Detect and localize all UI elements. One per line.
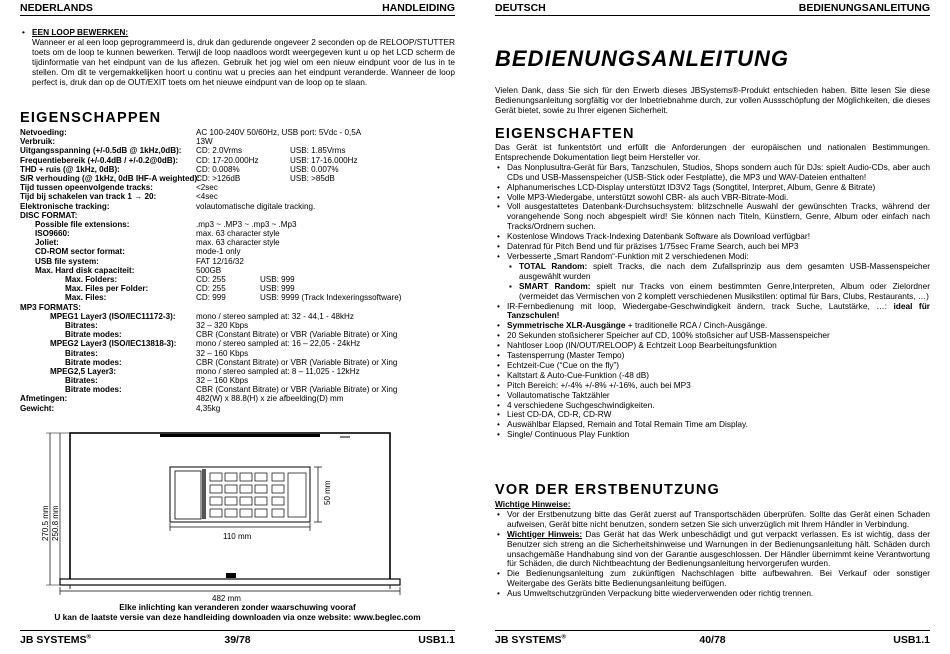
spec-value: <2sec <box>196 183 218 193</box>
spec-value: CBR (Constant Bitrate) or VBR (Variable Bitrate) or Xing <box>196 357 398 367</box>
features-heading: EIGENSCHAFTEN <box>495 126 635 142</box>
spec-value: volautomatische digitale tracking. <box>196 201 316 211</box>
list-item: • Nahtloser Loop (IN/OUT/RELOOP) & Echtzeit Loop Bearbeitungsfunktion <box>495 341 930 351</box>
header-title: HANDLEIDING <box>382 2 455 14</box>
spec-value: mono / stereo sampled at: 32 - 44,1 - 48kHz <box>196 311 354 321</box>
spec-row <box>20 339 455 348</box>
spec-row <box>20 321 455 330</box>
dim-110: 110 mm <box>223 532 252 541</box>
bullet: • <box>22 27 25 37</box>
spec-row <box>20 394 455 403</box>
dim-270: 270.5 mm <box>41 505 50 541</box>
spec-label: Elektronische tracking: <box>20 201 110 211</box>
spec-label: USB file system: <box>35 256 99 266</box>
spec-value-usb: USB: 0.007% <box>290 164 339 174</box>
spec-value: CD: 2.0Vrms <box>196 146 243 156</box>
list-item: • Wichtiger Hinweis: Das Gerät hat das Werk unbeschädigt und gut verpackt verlassen. Es ist wichtig, dass der Benutzer sich streng an die Sicherheitshinweise und Warnungen in der Bedienungsanleitung hält. Schäden durch unsachgemäße Handhabung sind von der Garantie ausgeschlossen. Der Händler übernimmt keine Verantwortung für Schäden, die durch Nichtbeachtung der Bedienungsanleitung hervorgerufen wurden. <box>495 530 930 570</box>
footer-brand: JB SYSTEMS® <box>20 634 91 646</box>
list-item: • Aus Umweltschutzgründen Verpackung bitte wiederverwenden oder richtig trennen. <box>495 589 930 599</box>
spec-value: max. 63 character style <box>196 238 280 248</box>
list-item: • Die Bedienungsanleitung zum zukünftigen Nachschlagen bitte aufbewahren. Bei Verkauf oder sonstiger Weitergabe des Geräts bitte Bedienungsanleitung beifügen. <box>495 569 930 589</box>
dim-250: 250.8 mm <box>51 505 60 541</box>
spec-value: max. 63 character style <box>196 229 280 239</box>
spec-value-usb: USB: 1.85Vrms <box>290 146 346 156</box>
spec-label: Possible file extensions: <box>35 219 130 229</box>
list-item: • Verbesserte „Smart Random“-Funktion mit 2 verschiedenen Modi: <box>495 252 930 262</box>
list-item: • Alphanumerisches LCD-Display unterstützt ID3V2 Tags (Songtitel, Interpret, Album, Genre & Bitrate) <box>495 183 930 193</box>
features-section <box>495 143 930 440</box>
spec-row <box>20 128 455 137</box>
spec-label: Tijd bij schakelen van track 1 → 20: <box>20 192 157 202</box>
spec-row <box>20 358 455 367</box>
spec-row <box>20 404 455 413</box>
spec-value: CD: 999 <box>196 293 226 303</box>
features-list <box>495 163 930 262</box>
spec-row <box>20 165 455 174</box>
spec-value: CD: 255 <box>196 275 226 284</box>
document-title: BEDIENUNGSANLEITUNG <box>495 46 790 71</box>
spec-row <box>20 330 455 339</box>
first-use-section <box>495 500 930 599</box>
spec-row <box>20 266 455 275</box>
dimension-drawing <box>40 429 440 604</box>
spec-row <box>20 247 455 256</box>
spec-value: CBR (Constant Bitrate) or VBR (Variable Bitrate) or Xing <box>196 385 398 395</box>
list-item: • Vollautomatische Taktzähler <box>495 391 930 401</box>
features-list-3 <box>495 331 930 440</box>
spec-value: 482(W) x 88.8(H) x zie afbeelding(D) mm <box>196 394 344 404</box>
page-footer <box>495 630 930 646</box>
page-footer <box>20 630 455 646</box>
first-use-list-2 <box>495 569 930 599</box>
spec-label: Max. Hard disk capaciteit: <box>35 265 135 275</box>
list-item: • 20 Sekunden stoßsicherer Speicher auf CD, 100% stoßsicher auf USB-Massenspeicher <box>495 331 930 341</box>
list-item: • Volle MP3-Wiedergabe, unterstützt sowohl CBR- als auch VBR-Bitrate-Modi. <box>495 193 930 203</box>
list-item: • Kostenlose Windows Track-Indexing Datenbank Software als Download verfügbar! <box>495 232 930 242</box>
header-language: DEUTSCH <box>495 2 546 14</box>
spec-value: AC 100-240V 50/60Hz, USB port: 5Vdc - 0,5A <box>196 128 362 137</box>
spec-row <box>20 146 455 155</box>
list-item: • Single/ Continuous Play Funktion <box>495 430 930 440</box>
spec-label: Bitrates: <box>65 320 98 330</box>
notice-line-2: U kan de laatste versie van deze handleiding downloaden via onze website: www.beglec.com <box>54 611 421 622</box>
spec-value: mode-1 only <box>196 247 241 257</box>
random-modes-list <box>507 262 930 302</box>
spec-label: Uitgangsspanning (+/-0.5dB @ 1kHz,0dB): <box>20 146 182 156</box>
spec-row <box>20 349 455 358</box>
spec-label: MP3 FORMATS: <box>20 302 81 312</box>
random-mode-item: ▪ SMART Random: spielt nur Tracks von einem bestimmten Genre,Interpreten, Album oder Zielordner (vermeidet das Vermischen von 2 komplett verschiedenen Musikstilen: optimal für Bars, Clubs, Restaurants, …) <box>507 282 930 302</box>
spec-value: 32 – 320 Kbps <box>196 320 249 330</box>
spec-row <box>20 303 455 312</box>
page-header <box>495 2 930 16</box>
spec-value: CD: 255 <box>196 284 226 294</box>
front-panel <box>60 579 400 585</box>
dim-50: 50 mm <box>323 480 332 505</box>
list-item: • Echtzeit-Cue (“Cue on the fly”) <box>495 361 930 371</box>
features-list-2 <box>495 302 930 332</box>
spec-value: <4sec <box>196 192 218 202</box>
loop-title: EEN LOOP BEWERKEN: <box>32 27 129 37</box>
spec-label: Joliet: <box>35 238 59 248</box>
loop-section <box>20 28 455 87</box>
spec-value: CD: 0.008% <box>196 164 240 174</box>
spec-label: CD-ROM sector format: <box>35 247 125 257</box>
spec-value-usb: USB: >85dB <box>290 173 335 183</box>
spec-row <box>20 284 455 293</box>
spec-label: Bitrates: <box>65 376 98 386</box>
spec-value-usb: USB: 999 <box>260 275 295 284</box>
spec-row <box>20 238 455 247</box>
list-item: • Auswählbar Elapsed, Remain and Total Remain Time am Display. <box>495 420 930 430</box>
spec-value: CBR (Constant Bitrate) or VBR (Variable Bitrate) or Xing <box>196 330 398 340</box>
spec-row <box>20 137 455 146</box>
spec-label: Bitrate modes: <box>65 357 122 367</box>
spec-row <box>20 257 455 266</box>
spec-label: Max. Files: <box>65 293 107 303</box>
spec-row <box>20 202 455 211</box>
warning-list <box>495 530 930 570</box>
spec-row <box>20 385 455 394</box>
random-mode-item: ▪ TOTAL Random: spielt Tracks, die nach dem Zufallsprinzip aus dem gesamten USB-Massenspeicher ausgewählt wurden <box>507 262 930 282</box>
header-title: BEDIENUNGSANLEITUNG <box>798 2 930 14</box>
list-item: • Das Nonplusultra-Gerät für Bars, Tanzschulen, Studios, Shops sondern auch für DJs: spielt Audio-CDs, aber auch CDs und USB-Massenspeicher (USB-Stick oder Festplatte), die MP3 und WAV-Dateien enthalten! <box>495 163 930 183</box>
first-use-heading: VOR DER ERSTBENUTZUNG <box>495 482 720 498</box>
spec-label: ISO9660: <box>35 229 70 239</box>
spec-value: 13W <box>196 137 213 147</box>
spec-row <box>20 183 455 192</box>
spec-label: Frequentiebereik (+/-0.4dB / +/-0.2@0dB): <box>20 155 179 165</box>
spec-value-usb: USB: 17-16.000Hz <box>290 155 358 165</box>
list-item: • 4 verschiedene Suchgeschwindigkeiten. <box>495 401 930 411</box>
spec-row <box>20 312 455 321</box>
spec-row <box>20 192 455 201</box>
spec-label: MPEG2 Layer3 (ISO/IEC13818-3): <box>50 339 177 349</box>
spec-label: Max. Files per Folder: <box>65 284 149 294</box>
spec-value: CD: 17-20.000Hz <box>196 155 259 165</box>
spec-label: Tijd tussen opeenvolgende tracks: <box>20 183 153 193</box>
spec-row <box>20 174 455 183</box>
spec-label: Netvoeding: <box>20 128 67 137</box>
spec-label: S/R verhouding (@ 1kHz, 0dB IHF-A weighted): <box>20 173 200 183</box>
notice <box>20 603 455 623</box>
spec-label: THD + ruis (@ 1kHz, 0dB): <box>20 164 120 174</box>
spec-value-usb: USB: 999 <box>260 284 295 294</box>
intro-text: Vielen Dank, dass Sie sich für den Erwerb dieses JBSystems®-Produkt entschieden haben. Bitte lesen Sie diese Bedienungsanleitung sorgfältig vor der Inbetriebnahme durch, zur vollen Aussschöpfung der Möglichkeiten, die dieses Gerät bietet, sowie zu Ihrer eigenen Sicherheit. <box>495 85 930 115</box>
spec-value: CD: >126dB <box>196 173 241 183</box>
spec-label: Gewicht: <box>20 403 55 413</box>
list-item: • Kaltstart & Auto-Cue-Funktion (-48 dB) <box>495 371 930 381</box>
footer-model: USB1.1 <box>893 634 930 646</box>
loop-text: Wanneer er al een loop geprogrammeerd is, druk dan gedurende ongeveer 2 seconden op de RELOOP/STUTTER toets om de loop te kunnen bewerken. Terwijl de loop naadloos wordt weergegeven kunt u op het LCD scherm de tijdinformatie van het eindpunt van de lus aflezen. Gebruik het jog wiel om een nieuw eindpunt voor de lus in te stellen. Om dit te vergemakkelijken hoort u continu wat u precies aan het eindpunt veranderde. Wanneer de loop perfect is, druk dan op de OUT/EXIT toets om het nieuwe eindpunt van de loop op te slaan. <box>32 36 455 87</box>
spec-row <box>20 376 455 385</box>
spec-value: mono / stereo sampled at: 16 – 22,05 - 24kHz <box>196 339 361 349</box>
dim-482: 482 mm <box>212 594 241 603</box>
list-item: • Vor der Erstbenutzung bitte das Gerät zuerst auf Transportschäden überprüfen. Sollte das Gerät einen Schaden aufweisen, Gerät bitte nicht benutzen, sondern setzen Sie sich unverzüglich mit Ihrem Händler in Verbindung. <box>495 510 930 530</box>
list-item: • Liest CD-DA, CD-R, CD-RW <box>495 410 930 420</box>
spec-row <box>20 220 455 229</box>
specs-list <box>20 128 455 413</box>
spec-row <box>20 293 455 302</box>
spec-label: MPEG1 Layer3 (ISO/IEC11172-3): <box>50 311 176 321</box>
spec-value: .mp3 ~ .MP3 ~ .mp3 ~ .Mp3 <box>196 219 297 229</box>
footer-brand: JB SYSTEMS® <box>495 634 566 646</box>
spec-label: DISC FORMAT: <box>20 210 78 220</box>
spec-value: 500GB <box>196 265 222 275</box>
list-item: • Datenrad für Pitch Bend und für präzises 1/75sec Frame Search, auch bei MP3 <box>495 242 930 252</box>
important-label: Wichtige Hinweise: <box>495 499 571 509</box>
spec-value: 32 – 160 Kbps <box>196 376 249 386</box>
right-page <box>475 0 950 654</box>
page-number: 40/78 <box>699 634 726 646</box>
spec-row <box>20 229 455 238</box>
spec-row <box>20 211 455 220</box>
spec-label: MPEG2,5 Layer3: <box>50 366 117 376</box>
list-item: • Pitch Bereich: +/-4% +/-8% +/-16%, auch bei MP3 <box>495 381 930 391</box>
specs-heading: EIGENSCHAPPEN <box>20 110 162 126</box>
page-number: 39/78 <box>224 634 251 646</box>
list-item: • Tastensperrung (Master Tempo) <box>495 351 930 361</box>
spec-value: mono / stereo sampled at: 8 – 11,025 - 12kHz <box>196 366 360 376</box>
spec-label: Verbruik: <box>20 137 56 147</box>
spec-label: Max. Folders: <box>65 275 118 284</box>
spec-label: Bitrate modes: <box>65 330 122 340</box>
spec-label: Bitrate modes: <box>65 385 122 395</box>
footer-model: USB1.1 <box>418 634 455 646</box>
spec-value: FAT 12/16/32 <box>196 256 244 266</box>
header-language: NEDERLANDS <box>20 2 93 14</box>
spec-value: 32 – 160 Kbps <box>196 348 249 358</box>
spec-row <box>20 275 455 284</box>
spec-label: Afmetingen: <box>20 394 68 404</box>
spec-value-usb: USB: 9999 (Track Indexeringssoftware) <box>260 293 402 303</box>
spec-label: Bitrates: <box>65 348 98 358</box>
page-header <box>20 2 455 16</box>
notice-line-1: Elke inlichting kan veranderen zonder waarschuwing vooraf <box>119 602 356 612</box>
first-use-list <box>495 510 930 530</box>
spec-row <box>20 156 455 165</box>
list-item: • IR-Fernbedienung mit loop, Wiedergabe-Geschwindigkeit ändern, track Suche, Lautstärke, …: ideal für Tanzschulen! <box>495 302 930 322</box>
features-intro: Das Gerät ist funkentstört und erfüllt die Anforderungen der europäischen und nationalen Bestimmungen. Entsprechende Dokumentation liegt beim Hersteller vor. <box>495 142 930 162</box>
list-item: • Voll ausgestattetes Datenbank-Durchsuchsystem: blitzschnelle Auswahl der gewünschten Tracks, während der vorangehende Song noch abgespielt wird! Sie können nach Titeln, Künstlern, Genre, Album oder einfach nach Tracks/Ordnern suchen. <box>495 202 930 232</box>
list-item: • Symmetrische XLR-Ausgänge + traditionelle RCA / Cinch-Ausgänge. <box>495 321 930 331</box>
spec-value: 4,35kg <box>196 403 221 413</box>
spec-row <box>20 367 455 376</box>
